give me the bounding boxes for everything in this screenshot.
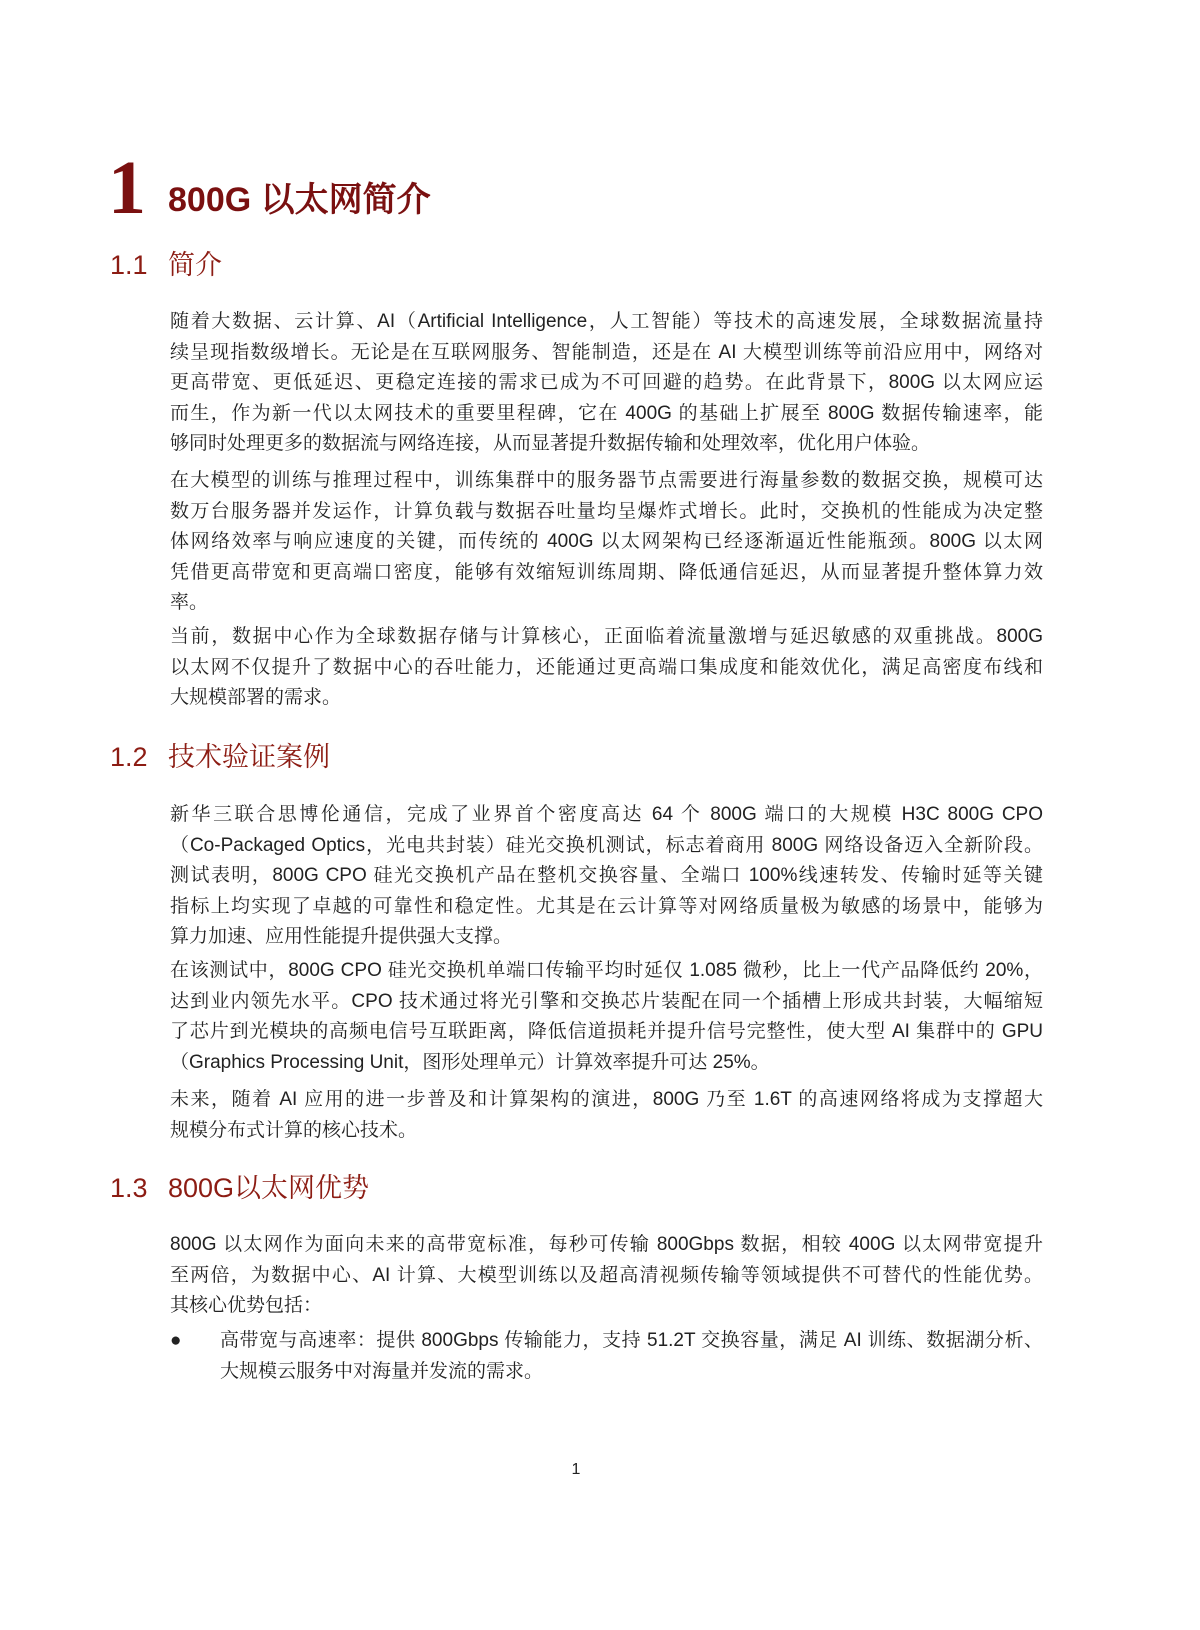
bullet-item [220, 1326, 1043, 1387]
chapter-title: 800G 以太网简介 [168, 181, 431, 219]
text-line: 大规模云服务中对海量并发流的需求。 [220, 1360, 544, 1382]
text-line: 随着大数据、云计算、AI（Artificial Intelligence，人工智能）等技术的高速发展，全球数据流量持 [170, 311, 1043, 332]
section-heading-1-1 [110, 247, 222, 283]
text-line: 高带宽与高速率：提供 800Gbps 传输能力，支持 51.2T 交换容量，满足 AI 训练、数据湖分析、 [220, 1330, 1043, 1351]
text-line: 以太网不仅提升了数据中心的吞吐能力，还能通过更高端口集成度和能效优化，满足高密度布线和 [170, 656, 1043, 678]
text-line: 算力加速、应用性能提升提供强大支撑。 [170, 926, 513, 948]
text-line: 而生，作为新一代以太网技术的重要里程碑，它在 400G 的基础上扩展至 800G 数据传输速率，能 [170, 402, 1043, 424]
text-line: 大规模部署的需求。 [170, 687, 342, 709]
text-line: 数万台服务器并发运作，计算负载与数据吞吐量均呈爆炸式增长。此时，交换机的性能成为决定整 [170, 500, 1043, 522]
text-line: 当前，数据中心作为全球数据存储与计算核心，正面临着流量激增与延迟敏感的双重挑战。800G [170, 626, 1043, 647]
paragraph [170, 1230, 1043, 1322]
section-heading-1-3 [110, 1170, 369, 1206]
section-number: 1.1 [110, 250, 148, 280]
text-line: 续呈现指数级增长。无论是在互联网服务、智能制造，还是在 AI 大模型训练等前沿应用中，网络对 [170, 341, 1043, 363]
section-heading-1-2 [110, 739, 330, 775]
text-line: （Co-Packaged Optics，光电共封装）硅光交换机测试，标志着商用 800G 网络设备迈入全新阶段。 [170, 834, 1043, 856]
text-line: 其核心优势包括： [170, 1295, 323, 1317]
text-line: 达到业内领先水平。CPO 技术通过将光引擎和交换芯片装配在同一个插槽上形成共封装，大幅缩短 [170, 990, 1043, 1012]
text-line: 够同时处理更多的数据流与网络连接，从而显著提升数据传输和处理效率，优化用户体验。 [170, 433, 931, 455]
section-number: 1.3 [110, 1173, 148, 1203]
section-number: 1.2 [110, 742, 148, 772]
paragraph [170, 466, 1043, 619]
text-line: 指标上均实现了卓越的可靠性和稳定性。尤其是在云计算等对网络质量极为敏感的场景中，能够为 [170, 895, 1043, 917]
text-line: 凭借更高带宽和更高端口密度，能够有效缩短训练周期、降低通信延迟，从而显著提升整体算力效 [170, 561, 1043, 583]
text-line: 体网络效率与响应速度的关键，而传统的 400G 以太网架构已经逐渐逼近性能瓶颈。800G 以太网 [170, 531, 1043, 553]
section-title: 800G以太网优势 [168, 1173, 370, 1203]
text-line: 在大模型的训练与推理过程中，训练集群中的服务器节点需要进行海量参数的数据交换，规模可达 [170, 470, 1043, 491]
text-line: 800G 以太网作为面向未来的高带宽标准，每秒可传输 800Gbps 数据，相较 400G 以太网带宽提升 [170, 1234, 1043, 1255]
chapter-number: 1 [108, 146, 146, 230]
text-line: 至两倍，为数据中心、AI 计算、大模型训练以及超高清视频传输等领域提供不可替代的性能优势。 [170, 1264, 1043, 1286]
text-line: 未来，随着 AI 应用的进一步普及和计算架构的演进，800G 乃至 1.6T 的高速网络将成为支撑超大 [170, 1089, 1043, 1110]
section-title: 简介 [168, 250, 222, 280]
section-title: 技术验证案例 [168, 742, 330, 772]
text-line: 测试表明，800G CPO 硅光交换机产品在整机交换容量、全端口 100%线速转发、传输时延等关键 [170, 865, 1043, 887]
text-line: 新华三联合思博伦通信，完成了业界首个密度高达 64 个 800G 端口的大规模 H3C 800G CPO [170, 804, 1043, 825]
paragraph [170, 1085, 1043, 1146]
page-number: 1 [571, 1461, 581, 1478]
text-line: 率。 [170, 592, 209, 614]
paragraph [170, 622, 1043, 714]
text-line: 在该测试中，800G CPO 硅光交换机单端口传输平均时延仅 1.085 微秒，比上一代产品降低约 20%， [170, 960, 1043, 981]
paragraph [170, 307, 1043, 460]
text-line: 了芯片到光模块的高频电信号互联距离，降低信道损耗并提升信号完整性，使大型 AI 集群中的 GPU [170, 1021, 1043, 1043]
bullet-icon: ● [170, 1330, 182, 1351]
text-line: 更高带宽、更低延迟、更稳定连接的需求已成为不可回避的趋势。在此背景下，800G 以太网应运 [170, 372, 1043, 394]
text-line: 规模分布式计算的核心技术。 [170, 1119, 418, 1141]
paragraph [170, 956, 1043, 1078]
text-line: （Graphics Processing Unit，图形处理单元）计算效率提升可达 25%。 [170, 1051, 770, 1073]
paragraph [170, 800, 1043, 953]
